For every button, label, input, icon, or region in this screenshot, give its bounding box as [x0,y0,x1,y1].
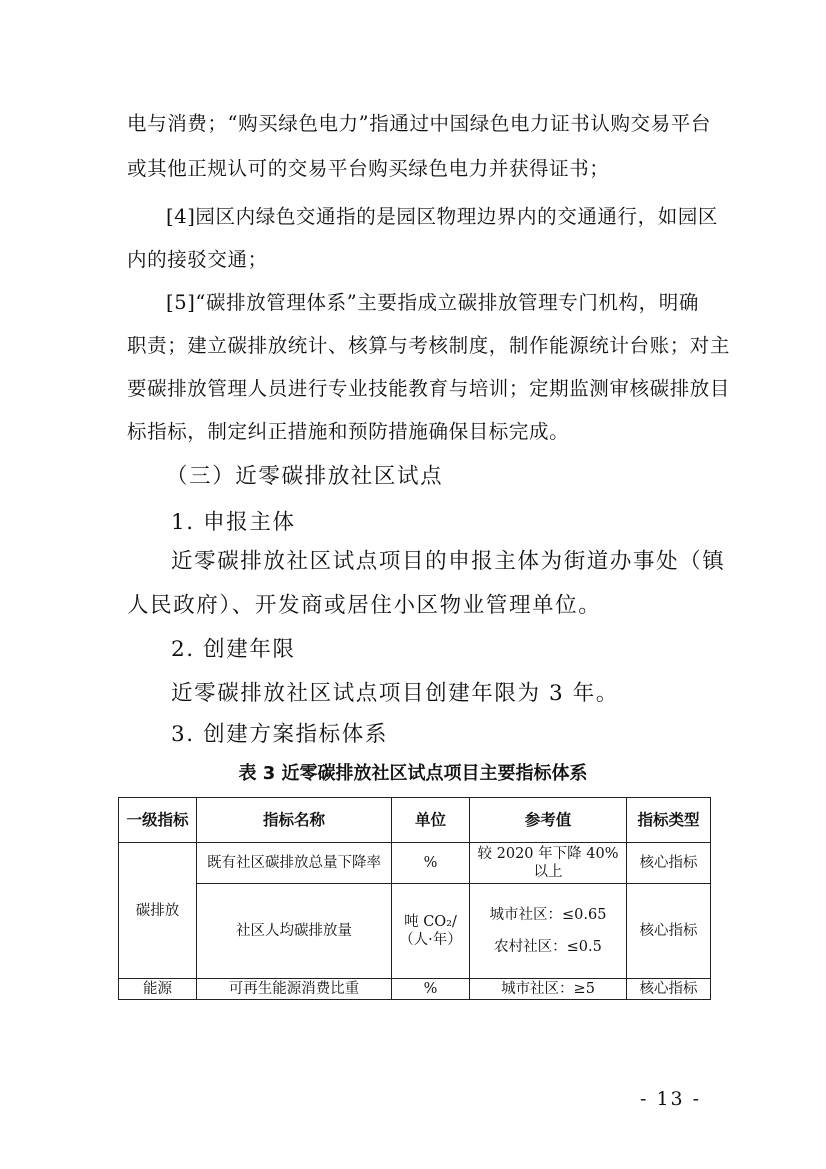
footnote-5-line: 标指标，制定纠正措施和预防措施确保目标完成。 [127,420,570,443]
unit-cell: % [392,843,470,884]
header-cell: 指标名称 [197,798,392,843]
table-header-row [119,798,711,843]
item-1-body: 人民政府）、开发商或居住小区物业管理单位。 [127,593,602,618]
paragraph-line: 电与消费；“购买绿色电力”指通过中国绿色电力证书认购交易平台 [127,112,711,135]
unit-cell: 吨 CO₂/（人·年） [392,884,470,979]
reference-urban: 城市社区：≤0.65 [489,907,607,923]
header-cell: 指标类型 [627,798,711,843]
header-cell: 参考值 [470,798,627,843]
footnote-5-line: [5]“碳排放管理体系”主要指成立碳排放管理专门机构，明确 [166,291,699,314]
indicator-name-cell: 社区人均碳排放量 [197,884,392,979]
reference-cell: 城市社区：≥5 [470,979,627,1000]
item-2-body: 近零碳排放社区试点项目创建年限为 3 年。 [171,681,619,706]
item-2-title: 2. 创建年限 [171,637,296,662]
indicator-table [118,797,711,1000]
table-row [119,979,711,1000]
item-1-title: 1. 申报主体 [171,510,296,535]
indicator-name-cell: 可再生能源消费比重 [197,979,392,1000]
footnote-5-line: 要碳排放管理人员进行专业技能教育与培训；定期监测审核碳排放目 [127,377,731,400]
group-cell: 碳排放 [119,843,197,979]
item-1-body: 近零碳排放社区试点项目的申报主体为街道办事处（镇 [171,549,726,574]
group-cell: 能源 [119,979,197,1000]
page-number: - 13 - [640,1088,702,1110]
table-row [119,884,711,979]
footnote-5-line: 职责；建立碳排放统计、核算与考核制度，制作能源统计台账；对主 [127,334,731,357]
reference-rural: 农村社区：≤0.5 [494,939,602,955]
footnote-4-line: [4]园区内绿色交通指的是园区物理边界内的交通通行，如园区 [166,205,719,228]
paragraph-line: 或其他正规认可的交易平台购买绿色电力并获得证书； [127,157,610,180]
item-3-title: 3. 创建方案指标体系 [171,722,388,747]
table-row [119,843,711,884]
section-heading: （三）近零碳排放社区试点 [166,464,444,489]
type-cell: 核心指标 [627,843,711,884]
header-cell: 单位 [392,798,470,843]
footnote-4-line: 内的接驳交通； [127,248,268,271]
indicator-name-cell: 既有社区碳排放总量下降率 [197,843,392,884]
type-cell: 核心指标 [627,884,711,979]
unit-cell: % [392,979,470,1000]
header-cell: 一级指标 [119,798,197,843]
reference-cell: 较 2020 年下降 40%以上 [470,843,627,884]
table-caption: 表 3 近零碳排放社区试点项目主要指标体系 [238,763,588,784]
reference-cell [470,884,627,979]
type-cell: 核心指标 [627,979,711,1000]
